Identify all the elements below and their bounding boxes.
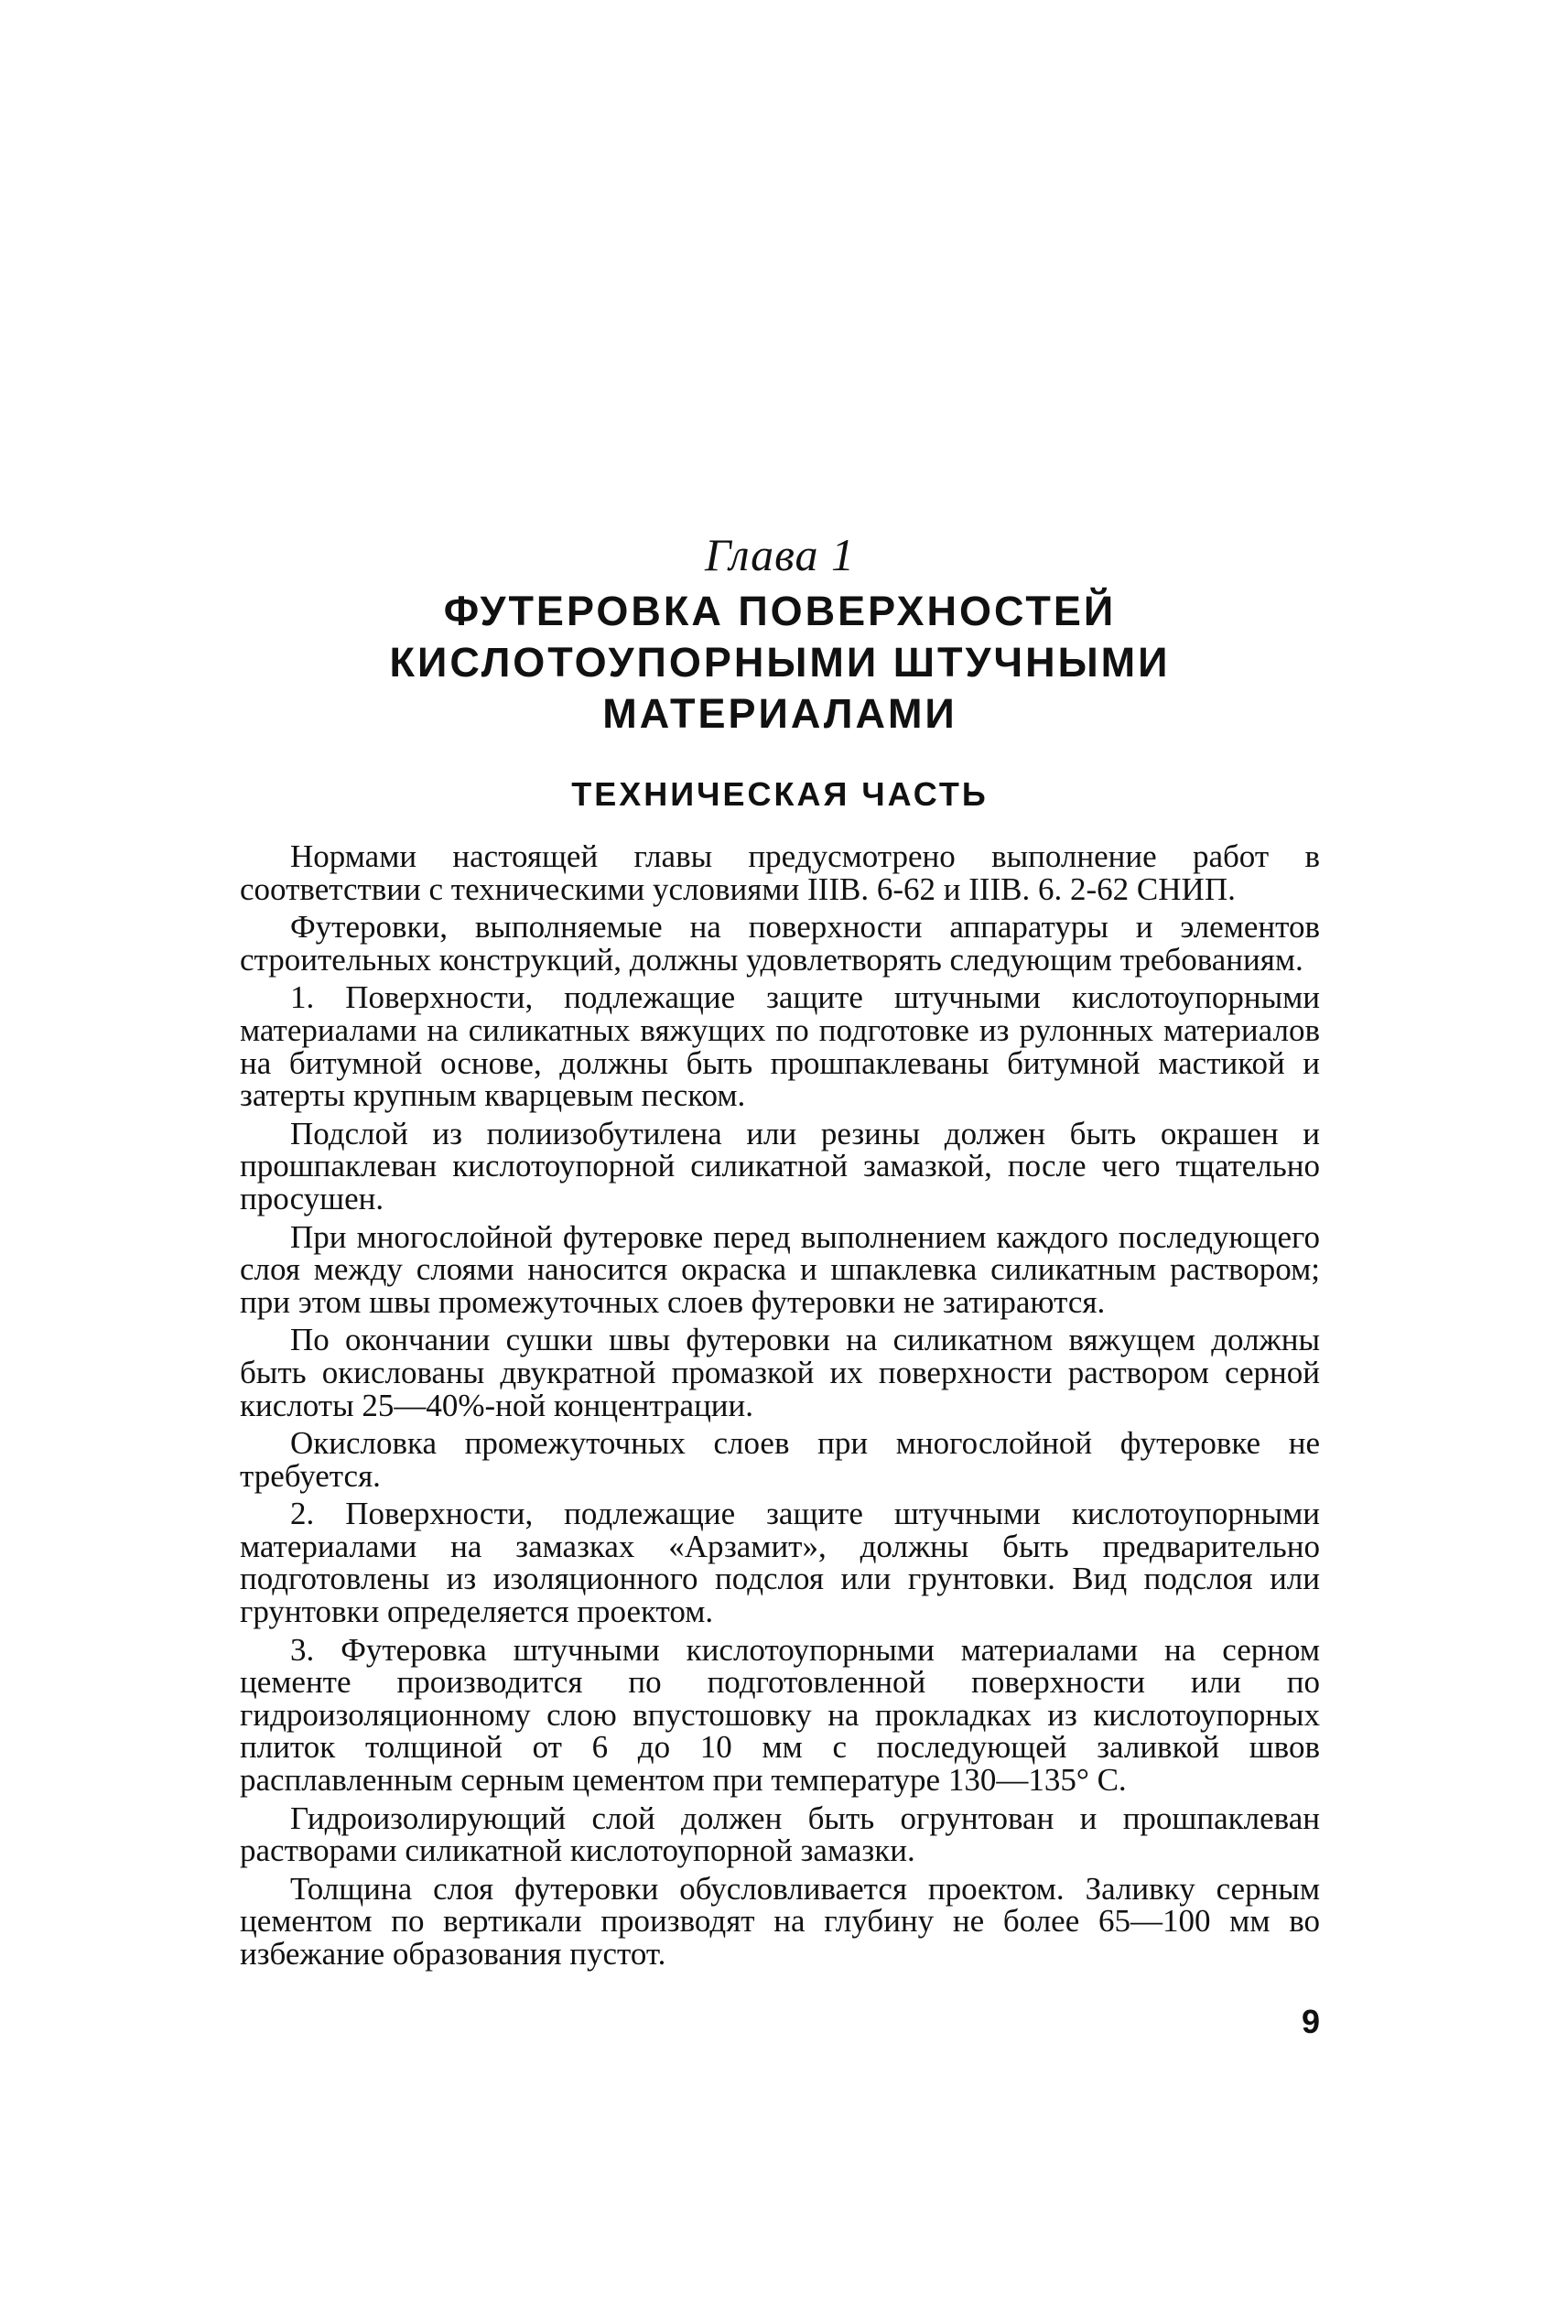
paragraph: Гидроизолирующий слой должен быть огрунтован и прошпаклеван растворами силикатной кислотоупорной замазки. <box>240 1800 1320 1869</box>
body-text <box>240 840 1320 1976</box>
page-number: 9 <box>1301 2003 1320 2040</box>
chapter-title-line: ФУТЕРОВКА ПОВЕРХНОСТЕЙ <box>443 588 1117 634</box>
paragraph: 1. Поверхности, подлежащие защите штучными кислотоупорными материалами на силикатных вяжущих по подготовке из рулонных материалов на битумной основе, должны быть прошпаклеваны битумной мастикой и затерты крупным кварцевым песком. <box>240 979 1320 1114</box>
section-title: ТЕХНИЧЕСКАЯ ЧАСТЬ <box>571 775 989 813</box>
paragraph: При многослойной футеровке перед выполнением каждого последующего слоя между слоями наносится окраска и шпаклевка силикатным раствором; при этом швы промежуточных слоев футеровки не затираются. <box>240 1218 1320 1320</box>
paragraph: Нормами настоящей главы предусмотрено выполнение работ в соответствии с техническими условиями IIIВ. 6-62 и IIIВ. 6. 2-62 СНИП. <box>240 838 1320 907</box>
chapter-label: Глава 1 <box>704 529 856 580</box>
paragraph: Футеровки, выполняемые на поверхности аппаратуры и элементов строительных конструкций, должны удовлетворять следующим требованиям. <box>240 909 1320 978</box>
chapter-title <box>240 586 1320 740</box>
paragraph: Подслой из полиизобутилена или резины должен быть окрашен и прошпаклеван кислотоупорной силикатной замазкой, после чего тщательно просушен. <box>240 1115 1320 1216</box>
paragraph: 2. Поверхности, подлежащие защите штучными кислотоупорными материалами на замазках «Арзамит», должны быть предварительно подготовлены из изоляционного подслоя или грунтовки. Вид подслоя или грунтовки определяется проектом. <box>240 1496 1320 1630</box>
paragraph: Окисловка промежуточных слоев при многослойной футеровке не требуется. <box>240 1425 1320 1494</box>
chapter-title-line: КИСЛОТОУПОРНЫМИ ШТУЧНЫМИ <box>389 639 1171 686</box>
paragraph: Толщина слоя футеровки обусловливается проектом. Заливку серным цементом по вертикали производят на глубину не более 65—100 мм во избежание образования пустот. <box>240 1870 1320 1972</box>
chapter-title-line: МАТЕРИАЛАМИ <box>602 690 957 737</box>
paragraph: 3. Футеровка штучными кислотоупорными материалами на серном цементе производится по подготовленной поверхности или по гидроизоляционному слою впустошовку на прокладках из кислотоупорных плиток толщиной от 6 до 10 мм с последующей заливкой швов расплавленным серным цементом при температуре 130—135° С. <box>240 1631 1320 1799</box>
paragraph: По окончании сушки швы футеровки на силикатном вяжущем должны быть окислованы двукратной промазкой их поверхности раствором серной кислоты 25—40%-ной концентрации. <box>240 1322 1320 1423</box>
